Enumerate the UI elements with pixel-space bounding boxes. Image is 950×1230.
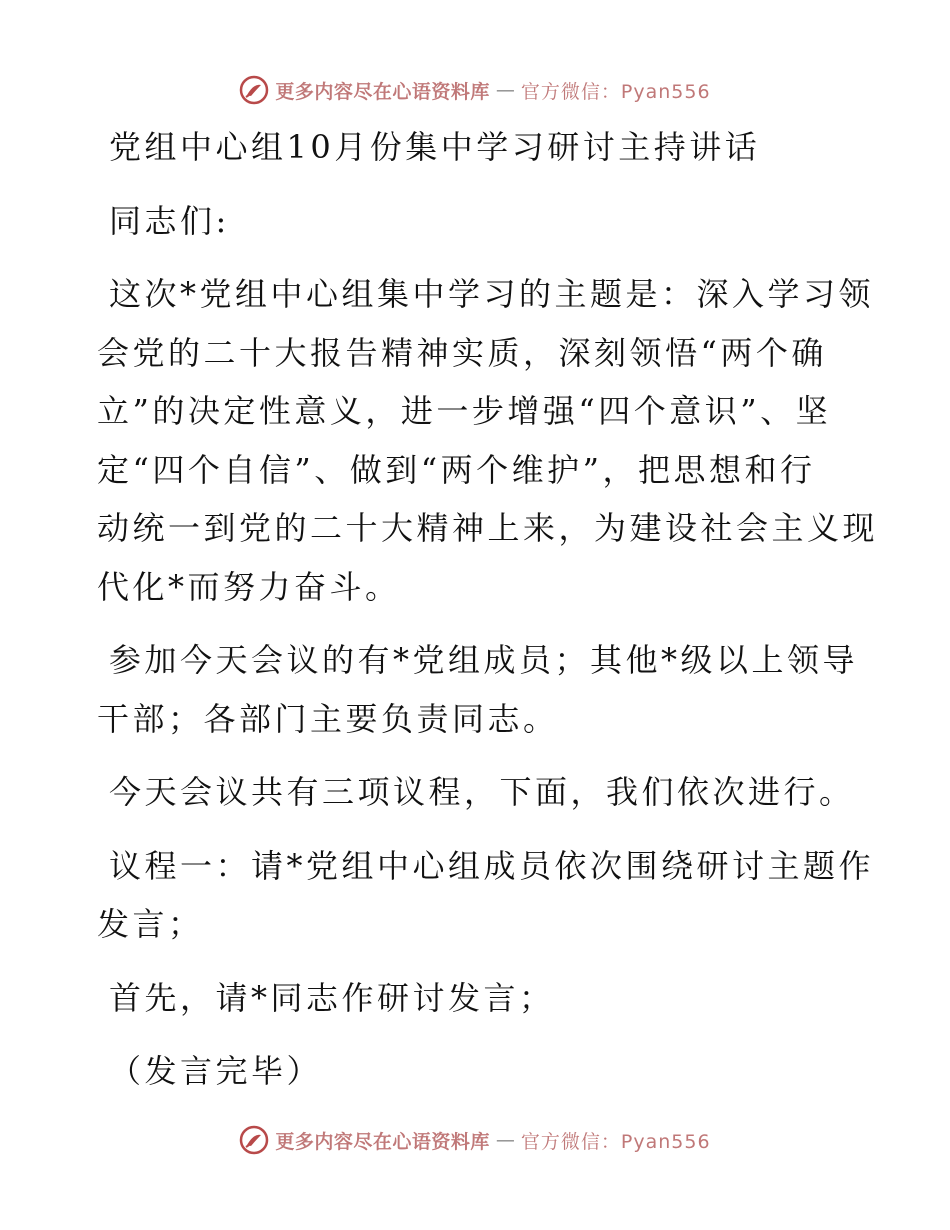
watermark-separator: —: [495, 79, 515, 101]
text-line: 动统一到党的二十大精神上来，为建设社会主义现: [97, 509, 879, 547]
watermark-text: 更多内容尽在心语资料库: [275, 80, 490, 103]
paragraph-greeting: [97, 192, 857, 251]
text-line: 这次*党组中心组集中学习的主题是：深入学习领: [109, 275, 875, 313]
paragraph-agenda-intro: [97, 763, 857, 822]
text-line: 参加今天会议的有*党组成员；其他*级以上领导: [109, 641, 859, 679]
text-line: 立”的决定性意义，进一步增强“四个意识”、坚: [97, 392, 832, 430]
watermark-contact: 官方微信：Pyan556: [520, 80, 711, 103]
watermark-text: 更多内容尽在心语资料库: [275, 1130, 490, 1153]
text-line: 今天会议共有三项议程，下面，我们依次进行。: [109, 773, 855, 811]
paragraph-theme: [97, 265, 879, 616]
watermark-contact: 官方微信：Pyan556: [520, 1130, 711, 1153]
paragraph-speech-complete: [97, 1042, 857, 1101]
text-line: 会党的二十大报告精神实质，深刻领悟“两个确: [97, 333, 827, 372]
book-quill-icon: [239, 75, 269, 105]
text-line: 代化*而努力奋斗。: [97, 567, 401, 606]
paragraph-attendees: [97, 631, 857, 748]
paragraph-first-speaker: [97, 969, 857, 1028]
document-title: 党组中心组10月份集中学习研讨主持讲话: [109, 128, 761, 166]
watermark-separator: —: [495, 1129, 515, 1151]
text-line: 发言；: [97, 905, 204, 943]
document-body: [97, 118, 879, 1116]
text-line: （发言完毕）: [109, 1052, 323, 1090]
watermark-header: [0, 70, 950, 110]
text-line: 定“四个自信”、做到“两个维护”，把思想和行: [97, 450, 816, 489]
book-quill-icon: [239, 1125, 269, 1155]
watermark-footer: [0, 1120, 950, 1160]
text-line: 议程一：请*党组中心组成员依次围绕研讨主题作: [109, 846, 875, 885]
text-line: 首先，请*同志作研讨发言；: [109, 978, 555, 1017]
text-line: 同志们:: [109, 201, 230, 240]
text-line: 干部；各部门主要负责同志。: [97, 699, 559, 738]
paragraph-agenda-one: [97, 837, 875, 954]
